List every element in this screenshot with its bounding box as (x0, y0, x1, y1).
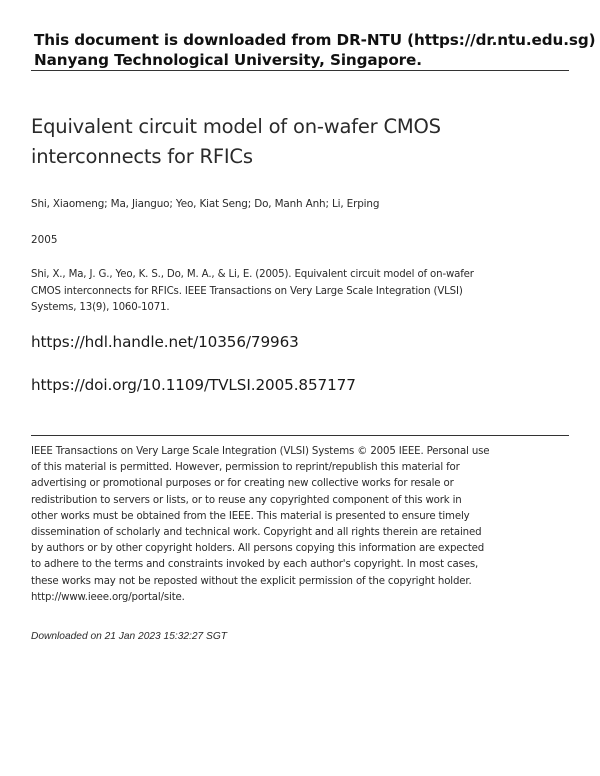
rights-line: of this material is permitted. However, permission to reprint/republish this material for (31, 462, 460, 474)
handle-link[interactable]: https://hdl.handle.net/10356/79963 (31, 333, 299, 351)
download-timestamp: Downloaded on 21 Jan 2023 15:32:27 SGT (31, 631, 227, 642)
rights-line: these works may not be reposted without the explicit permission of the copyright holder. (31, 575, 472, 587)
author-list: Shi, Xiaomeng; Ma, Jianguo; Yeo, Kiat Seng; Do, Manh Anh; Li, Erping (31, 198, 380, 210)
doi-link[interactable]: https://doi.org/10.1109/TVLSI.2005.857177 (31, 376, 356, 394)
rights-line: dissemination of scholarly and technical work. Copyright and all rights therein are retained (31, 527, 482, 539)
rights-link[interactable]: http://www.ieee.org/portal/site. (31, 591, 185, 603)
rights-line: by authors or by other copyright holders. All persons copying this information are expected (31, 543, 485, 555)
header-line-source: This document is downloaded from DR-NTU (https://dr.ntu.edu.sg) (34, 31, 596, 49)
rights-line: advertising or promotional purposes or for creating new collective works for resale or (31, 478, 454, 490)
rights-line: to adhere to the terms and constraints invoked by each author's copyright. In most cases, (31, 559, 479, 571)
header-line-institution: Nanyang Technological University, Singapore. (34, 51, 422, 69)
document-title: Equivalent circuit model of on-wafer CMOS interconnects for RFICs (31, 115, 441, 168)
rights-divider (31, 435, 569, 436)
rights-statement (31, 444, 501, 606)
citation-text: Shi, X., Ma, J. G., Yeo, K. S., Do, M. A., & Li, E. (2005). Equivalent circuit model of on-wafer CMOS interconnects for RFICs. IEEE Transactions on Very Large Scale Integration (VLSI) Systems, 13(9), 1060-1071. (31, 269, 474, 313)
rights-line: IEEE Transactions on Very Large Scale Integration (VLSI) Systems © 2005 IEEE. Personal use (31, 446, 490, 457)
rights-line: other works must be obtained from the IEEE. This material is presented to ensure timely (31, 510, 470, 522)
repository-header (34, 30, 596, 70)
publication-year: 2005 (31, 234, 58, 246)
header-divider (31, 70, 569, 71)
rights-line: redistribution to servers or lists, or to reuse any copyrighted component of this work in (31, 494, 462, 506)
